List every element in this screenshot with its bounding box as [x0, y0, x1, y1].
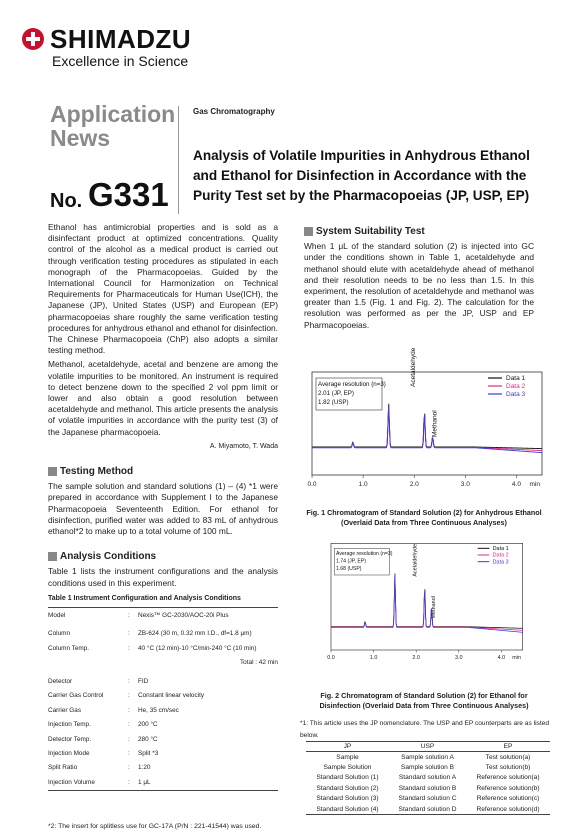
config-colon: : [128, 644, 130, 652]
config-row [48, 641, 278, 655]
config-value: Split *3 [138, 750, 159, 758]
pharm-cell: Reference solution(a) [476, 774, 540, 782]
chromatogram-fig2 [306, 540, 546, 665]
config-table [48, 607, 278, 791]
fig2-caption: Fig. 2 Chromatogram of Standard Solution (2) for Ethanol for Disinfection (Overlaid Data from Three Continuous Analyses) [319, 691, 529, 710]
config-value: 40 °C (12 min)-10 °C/min-240 °C (10 min) [138, 644, 257, 652]
config-row [48, 746, 278, 760]
pharm-cell: Standard solution C [398, 795, 457, 803]
x-unit-label: min [529, 481, 540, 488]
config-value: Total : 42 min [239, 659, 278, 667]
pharm-row [306, 794, 550, 804]
config-row [48, 703, 278, 717]
pharm-cell: Sample [336, 753, 359, 761]
category-label: Gas Chromatography [193, 107, 275, 116]
legend [488, 375, 526, 398]
pharm-row [306, 762, 550, 772]
x-tick-label: 1.0 [358, 481, 368, 488]
pharm-header: EP [466, 742, 550, 752]
x-tick-label: 2.0 [409, 481, 419, 488]
config-row [48, 670, 278, 689]
pharm-cell: Sample solution A [401, 753, 454, 761]
testing-method-heading [48, 466, 278, 477]
config-colon: : [128, 764, 130, 772]
config-colon: : [128, 630, 130, 638]
footnote-2: *2: The insert for splitless use for GC-17A (P/N : 221-41544) was used. [48, 823, 262, 830]
config-value: He, 35 cm/sec [138, 706, 179, 714]
pharm-cell: Test solution(a) [485, 753, 531, 761]
analysis-conditions-heading [48, 551, 278, 562]
header-divider [178, 106, 179, 214]
config-value: 1:20 [138, 764, 151, 772]
x-unit-label: min [512, 655, 521, 662]
table1-title: Table 1 Instrument Configuration and Analysis Conditions [48, 594, 241, 602]
config-key: Carrier Gas [48, 706, 82, 714]
shimadzu-logo-icon [22, 28, 44, 50]
peak-label: Acetaldehyde [412, 543, 419, 577]
config-colon: : [128, 706, 130, 714]
config-colon: : [128, 750, 130, 758]
config-value: 200 °C [138, 721, 158, 729]
x-tick-label: 3.0 [460, 481, 470, 488]
right-column [304, 226, 534, 331]
pharm-cell: Sample Solution [323, 764, 372, 772]
application-news-label: Application News [50, 101, 176, 151]
pharm-row [306, 773, 550, 783]
config-key: Model [48, 608, 128, 623]
pharm-header: USP [389, 742, 466, 752]
system-suitability-title: System Suitability Test [316, 226, 425, 237]
resolution-box [316, 378, 386, 410]
config-key: Injection Volume [48, 775, 128, 790]
pharm-cell: Test solution(b) [485, 764, 531, 772]
legend-label: Data 1 [492, 546, 509, 552]
resolution-text: Average resolution (n=3) [336, 551, 393, 557]
config-colon: : [128, 775, 138, 790]
legend-label: Data 3 [506, 391, 526, 398]
config-colon: : [128, 735, 130, 743]
config-value: 1 μL [138, 775, 278, 790]
config-colon [128, 656, 138, 670]
peak-label: Methanol [431, 410, 439, 437]
config-key: Column [48, 630, 71, 638]
x-tick-label: 2.0 [412, 655, 420, 662]
pharm-cell: Standard Solution (3) [316, 795, 379, 803]
config-key: Detector Temp. [48, 735, 92, 743]
config-colon: : [128, 721, 130, 729]
x-tick-label: 3.0 [455, 655, 463, 662]
fig1-caption: Fig. 1 Chromatogram of Standard Solution (2) for Anhydrous Ethanol (Overlaid Data from Three Continuous Analyses) [306, 508, 542, 527]
testing-method-title: Testing Method [60, 466, 134, 478]
resolution-text: 1.68 (USP) [336, 566, 362, 572]
legend-label: Data 1 [506, 375, 526, 382]
pharm-cell: Standard solution A [398, 774, 457, 782]
intro-paragraph-2: Methanol, acetaldehyde, acetal and benzene are among the volatile impurities to be monitored. An instrument is required to detect benzene down to the specified 2 vol ppm limit or lower and also obtain a good resolution between acetaldehyde and methanol. This article presents the analysis of volatile impurities in accordance with the purity test (3) of the Japanese pharmacopoeia. [48, 359, 278, 437]
section-square-icon [48, 467, 57, 476]
x-tick-label: 1.0 [369, 655, 378, 662]
config-colon: : [128, 678, 130, 686]
config-key: Split Ratio [48, 764, 78, 772]
pharmacopoeia-table [306, 741, 550, 815]
intro-paragraph-1: Ethanol has antimicrobial properties and is sold as a disinfectant product at optimized concentrations. Quality control of the alcohol as a medical product is carried out through verification testing procedures as stipulated in each monograph of the Pharmacopoeias. Guided by the International Council for Harmonization on Technical Requirements for Pharmaceuticals for Human Use(ICH), the Japanese (JP), United States (USP) and European (EP) pharmacopoeias share roughly the same verification testing procedures for anhydrous ethanol and ethanol for disinfection. The Chinese Pharmacopoeia (ChP) also adopts a similar testing method. [48, 222, 278, 356]
testing-method-text: The sample solution and standard solutions (1) – (4) *1 were prepared in accordance with Supplement I to the Japanese Pharmacopoeia Seventeenth Edition. For ethanol for disinfection, purified water was added to 83 mL of anhydrous ethanol*2 to make up to a total volume of 100 mL. [48, 481, 278, 537]
resolution-text: 2.01 (JP, EP) [318, 390, 354, 397]
chromatogram-fig1 [306, 347, 546, 493]
left-column [48, 222, 278, 791]
pharm-header: JP [306, 742, 389, 752]
config-row [48, 689, 278, 703]
legend-label: Data 2 [506, 383, 526, 390]
analysis-conditions-title: Analysis Conditions [60, 551, 157, 563]
config-key: Column Temp. [48, 644, 90, 652]
number-prefix: No. [50, 190, 83, 212]
config-row [48, 718, 278, 732]
config-value: 280 °C [138, 735, 158, 743]
pharm-row [306, 804, 550, 815]
config-key: Detector [48, 678, 73, 686]
pharm-cell: Reference solution(b) [476, 784, 540, 792]
x-tick-label: 4.0 [497, 655, 506, 662]
config-key [48, 656, 128, 670]
config-row [48, 761, 278, 775]
legend-label: Data 2 [492, 552, 509, 559]
config-row [48, 608, 278, 623]
x-tick-label: 0.0 [327, 655, 335, 662]
x-tick-label: 4.0 [511, 481, 521, 488]
application-number: G331 [88, 176, 169, 213]
peak-label: Methanol [430, 596, 437, 619]
config-row [48, 656, 278, 670]
brand-tagline: Excellence in Science [52, 53, 189, 69]
config-key: Injection Mode [48, 750, 90, 758]
footnote-1: *1: This article uses the JP nomenclature. The USP and EP counterparts are as listed below. [300, 720, 549, 739]
pharm-cell: Standard Solution (2) [316, 784, 379, 792]
resolution-text: Average resolution (n=3) [318, 381, 386, 388]
section-square-icon [48, 552, 57, 561]
legend-label: Data 3 [492, 559, 509, 566]
section-square-icon [304, 227, 313, 236]
config-value: Constant linear velocity [138, 692, 205, 700]
pharm-cell: Standard solution B [398, 784, 457, 792]
pharm-cell: Reference solution(c) [476, 795, 540, 803]
config-row [48, 775, 278, 790]
config-key: Carrier Gas Control [48, 692, 104, 700]
analysis-conditions-text: Table 1 lists the instrument configurations and the analysis conditions used in this experiment. [48, 566, 278, 588]
x-tick-label: 0.0 [307, 481, 317, 488]
pharm-cell: Standard Solution (4) [306, 804, 389, 815]
pharm-cell: Standard solution D [389, 804, 466, 815]
resolution-text: 1.74 (JP, EP) [336, 558, 366, 565]
config-row [48, 732, 278, 746]
pharm-row [306, 783, 550, 793]
brand-name: SHIMADZU [50, 24, 192, 54]
pharm-cell: Standard Solution (1) [316, 774, 379, 782]
config-value: FID [138, 678, 149, 686]
authors: A. Miyamoto, T. Wada [209, 442, 278, 450]
pharm-cell: Sample solution B [400, 764, 455, 772]
pharm-cell: Reference solution(d) [466, 804, 550, 815]
config-colon: : [128, 608, 138, 623]
config-value: Nexis™ GC-2030/AOC-20i Plus [138, 608, 278, 623]
resolution-box [334, 548, 392, 575]
resolution-text: 1.82 (USP) [318, 399, 349, 406]
peak-label: Acetaldehyde [409, 347, 417, 387]
article-title: Analysis of Volatile Impurities in Anhydrous Ethanol and Ethanol for Disinfection in Accordance with the Purity Test set by the Pharmacopoeias (JP, USP, EP) [193, 148, 530, 203]
system-suitability-text: When 1 μL of the standard solution (2) is injected into GC under the conditions shown in Table 1, acetaldehyde and methanol should elute with acetaldehyde ahead of methanol and their resolution needs to be no less than 1.5. In this experiment, the resolution of acetaldehyde and methanol was greater than 1.5 (Fig. 1 and Fig. 2). The calculation for the resolution was performed as per the JP, USP and EP Pharmacopoeias. [304, 241, 534, 330]
pharm-row [306, 752, 550, 763]
config-colon: : [128, 692, 130, 700]
config-key: Injection Temp. [48, 721, 91, 729]
config-row [48, 622, 278, 641]
system-suitability-heading [304, 226, 534, 237]
config-value: ZB-624 (30 m, 0.32 mm I.D., df=1.8 μm) [138, 630, 252, 638]
